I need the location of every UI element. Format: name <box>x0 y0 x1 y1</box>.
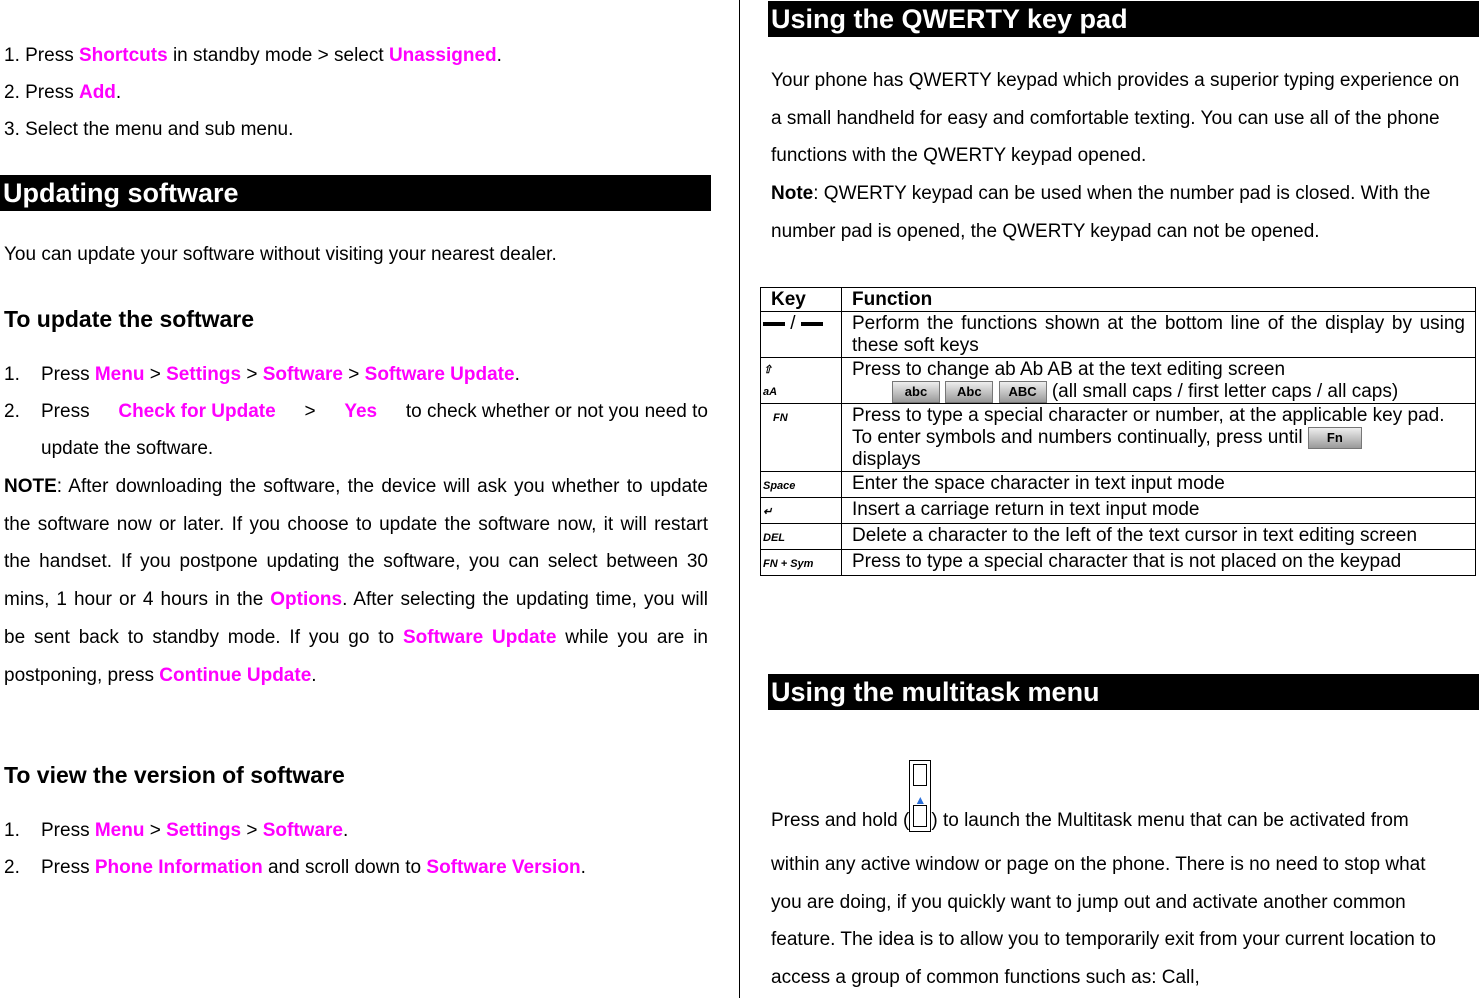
table-header-row <box>761 288 1476 312</box>
update-step-1: 1. Press Menu > Settings > Software > Software Update. <box>4 364 520 385</box>
space-function: Enter the space character in text input mode <box>842 472 1476 498</box>
step-select-menu: 3. Select the menu and sub menu. <box>4 119 294 140</box>
col-key: Key <box>761 288 842 312</box>
table-row <box>761 550 1476 576</box>
table-row <box>761 498 1476 524</box>
enter-icon: ↵ <box>763 506 773 519</box>
section-title-multitask: Using the multitask menu <box>768 674 1479 710</box>
update-heading: To update the software <box>4 306 255 332</box>
update-step-2: 2. Press Check for Update > Yes to check whether or not you need to <box>4 401 708 422</box>
mode-Abc-icon: Abc <box>945 381 993 403</box>
column-divider <box>739 0 740 998</box>
right-softkey-icon <box>801 322 823 326</box>
enter-function: Insert a carriage return in text input mode <box>842 498 1476 524</box>
step-add: 2. Press Add. <box>4 82 122 103</box>
shift-function: Press to change ab Ab AB at the text editing screen abc Abc ABC (all small caps / first letter caps / all caps) <box>842 358 1476 404</box>
fn-sym-icon: FN + Sym <box>763 558 814 571</box>
section-title-updating: Updating software <box>0 175 711 211</box>
mode-ABC-icon: ABC <box>999 381 1047 403</box>
table-row <box>761 312 1476 358</box>
key-function-table <box>760 287 1476 576</box>
version-step-2: 2. Press Phone Information and scroll down to Software Version. <box>4 857 586 878</box>
softkeys-function: Perform the functions shown at the bottom line of the display by using these soft keys <box>842 312 1476 358</box>
table-row <box>761 358 1476 404</box>
multitask-key-icon: ▲ <box>909 760 931 832</box>
delete-function: Delete a character to the left of the text cursor in text editing screen <box>842 524 1476 550</box>
update-note: NOTE: After downloading the software, the device will ask you whether to update the software now or later. If you choose to update the software now, it will restart the handset. If you postpone updating the software, you can select between 30 mins, 1 hour or 4 hours in the Options. After selecting the updating time, you will be sent back to standby mode. If you go to Software Update while you are in postponing, press Continue Update. <box>4 476 708 686</box>
space-icon: Space <box>763 480 796 493</box>
version-step-1: 1. Press Menu > Settings > Software. <box>4 820 349 841</box>
mode-abc-icon: abc <box>892 381 940 403</box>
left-softkey-icon <box>763 322 785 326</box>
delete-icon: DEL <box>763 532 785 545</box>
fn-function: Press to type a special character or number, at the applicable key pad. To enter symbols and numbers continually, press until Fn displays <box>842 404 1476 472</box>
fn-button-icon: Fn <box>1308 427 1362 449</box>
update-intro: You can update your software without visiting your nearest dealer. <box>4 244 557 265</box>
fn-sym-function: Press to type a special character that is not placed on the keypad <box>842 550 1476 576</box>
softkey-separator: / <box>790 313 796 334</box>
fn-icon: FN <box>773 412 788 425</box>
table-row <box>761 472 1476 498</box>
table-row <box>761 404 1476 472</box>
qwerty-intro: Your phone has QWERTY keypad which provides a superior typing experience on a small handheld for easy and comfortable texting. You can use all of the phone functions with the QWERTY keypad opened. <box>771 70 1460 167</box>
step-shortcuts: 1. Press Shortcuts in standby mode > select Unassigned. <box>4 45 502 66</box>
shift-icon: ⇧ aA <box>763 364 778 398</box>
section-title-qwerty: Using the QWERTY key pad <box>768 1 1479 37</box>
multitask-line-1: Press and hold ( ▲ ) to launch the Multitask menu that can be activated from <box>771 752 1409 832</box>
update-step-2-cont: update the software. <box>41 438 214 459</box>
table-row <box>761 524 1476 550</box>
version-heading: To view the version of software <box>4 762 345 788</box>
col-function: Function <box>842 288 1476 312</box>
multitask-description: within any active window or page on the phone. There is no need to stop what you are doing, if you quickly want to jump out and activate another common feature. The idea is to allow you to temporarily exit from your current location to access a group of common functions such as: Call, <box>771 854 1436 989</box>
qwerty-note: Note: QWERTY keypad can be used when the number pad is closed. With the number pad is opened, the QWERTY keypad can not be opened. <box>771 183 1431 242</box>
